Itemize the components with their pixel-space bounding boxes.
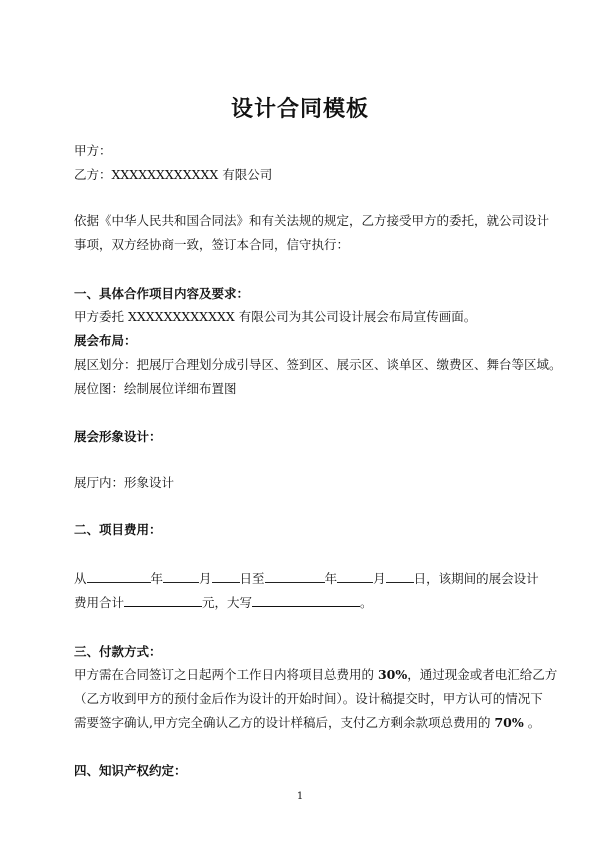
fee-total-line: [74, 594, 373, 612]
payment-line-3: [74, 714, 540, 732]
payment-line-2: （乙方收到甲方的预付金后作为设计的开始时间）。设计稿提交时，甲方认可的情况下: [74, 691, 543, 706]
document-title: 设计合同模板: [230, 96, 369, 122]
payment-line-1: [74, 666, 557, 684]
section-1-text: 甲方委托 XXXXXXXXXXXX 有限公司为其公司设计展会布局宣传画面。: [74, 309, 477, 324]
payment-line-3-text-c: 。: [523, 715, 541, 730]
fee-from-label: 从: [74, 571, 87, 586]
fee-month-label-1: 月: [199, 571, 212, 586]
layout-zones-text: 展区划分：把展厅合理划分成引导区、签到区、展示区、谈单区、缴费区、舞台等区域。: [74, 357, 562, 372]
intro-line-2: 事项，双方经协商一致，签订本合同，信守执行：: [74, 237, 350, 252]
image-hall-text: 展厅内：形象设计: [74, 475, 175, 490]
party-a-line: 甲方：: [74, 143, 112, 158]
payment-prepay-percent: 30%: [377, 667, 408, 682]
fee-start-day-blank[interactable]: [212, 570, 240, 583]
section-1-heading: 一、具体合作项目内容及要求：: [74, 286, 250, 301]
section-4-heading: 四、知识产权约定：: [74, 763, 187, 778]
layout-booth-text: 展位图：绘制展位详细布置图: [74, 381, 237, 396]
intro-line-1: 依据《中华人民共和国合同法》和有关法规的规定，乙方接受甲方的委托，就公司设计: [74, 213, 550, 228]
section-3-heading: 三、付款方式：: [74, 644, 162, 659]
image-design-heading: 展会形象设计：: [74, 429, 162, 444]
fee-total-label: 费用合计: [74, 595, 125, 610]
fee-end-month-blank[interactable]: [337, 570, 373, 583]
fee-yuan-label: 元，大写: [202, 595, 253, 610]
payment-line-1-text-a: 甲方需在合同签订之日起两个工作日内将项目总费用的: [74, 667, 378, 682]
fee-end-day-blank[interactable]: [386, 570, 414, 583]
fee-period-line: [74, 570, 539, 588]
payment-remaining-percent: 70%: [494, 715, 524, 730]
payment-line-1-text-c: ，通过现金或者电汇给乙方: [407, 667, 558, 682]
fee-end-year-blank[interactable]: [265, 570, 325, 583]
payment-line-3-text-a: 需要签字确认,甲方完全确认乙方的设计样稿后，支付乙方剩余款项总费用的: [74, 715, 495, 730]
page-number: 1: [296, 791, 304, 802]
fee-amount-blank[interactable]: [124, 594, 202, 607]
fee-month-label-2: 月: [373, 571, 386, 586]
fee-day-label-2: 日，该期间的展会设计: [413, 571, 539, 586]
fee-year-label-1: 年: [150, 571, 164, 586]
section-2-heading: 二、项目费用：: [74, 522, 162, 537]
fee-year-label-2: 年: [324, 571, 338, 586]
fee-amount-words-blank[interactable]: [252, 594, 360, 607]
party-b-line: 乙方：XXXXXXXXXXXX 有限公司: [74, 167, 273, 182]
fee-end-mark: 。: [360, 595, 373, 610]
fee-day-to-label: 日至: [239, 571, 265, 586]
fee-start-month-blank[interactable]: [163, 570, 199, 583]
fee-start-year-blank[interactable]: [87, 570, 151, 583]
layout-heading: 展会布局：: [74, 333, 137, 348]
